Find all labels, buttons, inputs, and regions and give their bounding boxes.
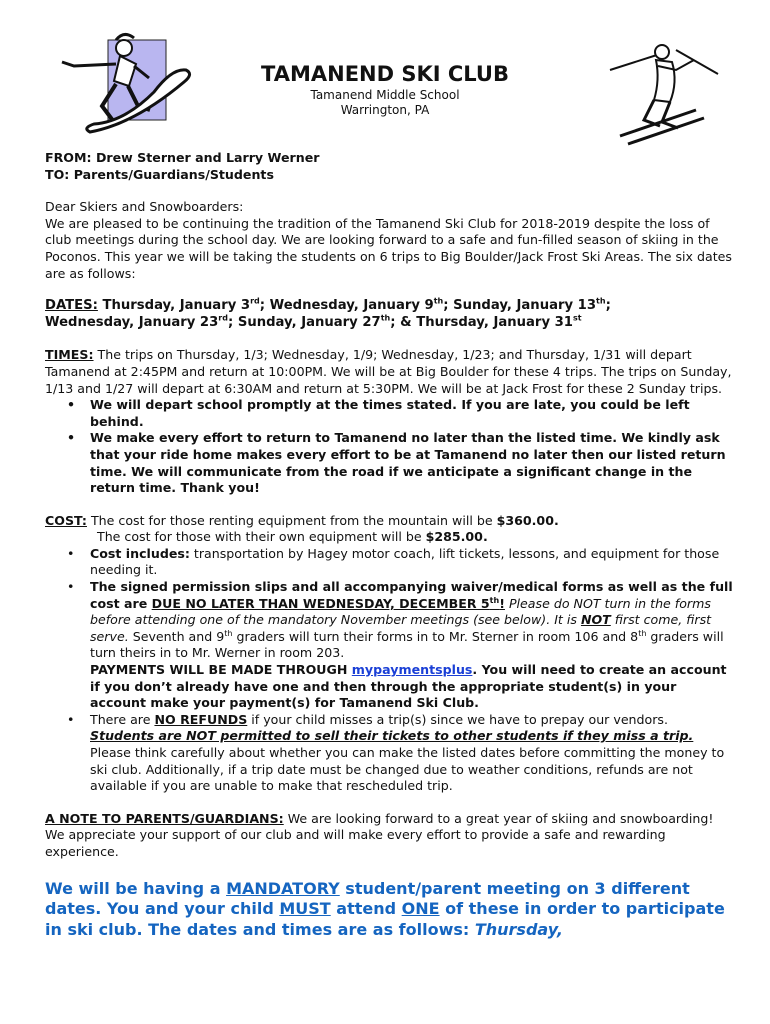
forms-due-text: The signed permission slips and all accompanying waiver/medical forms as well as the full cost are <box>90 579 733 611</box>
date-3: ; Sunday, January 13 <box>443 298 597 314</box>
cost-line-2 <box>45 529 735 546</box>
not-emphasis: NOT <box>580 612 611 628</box>
letter-header <box>160 60 610 118</box>
ordinal-suffix: th <box>224 628 233 638</box>
times-bullet-2-text: We make every effort to return to Tamanend no later than the listed time. We kindly ask that your ride home makes every effort to be at Tamanend no later then our listed return time. We will communicate from the road if we anticipate a significant change in the return time. Thank you! <box>90 430 726 496</box>
to-line: TO: Parents/Guardians/Students <box>45 166 274 182</box>
ordinal-suffix: th <box>638 628 647 638</box>
due-date-suffix: th <box>489 595 500 605</box>
date-4: Wednesday, January 23 <box>45 314 219 330</box>
bullet-icon: • <box>67 579 75 595</box>
due-date <box>152 596 505 611</box>
date-2-suffix: th <box>433 296 444 306</box>
payments-instructions: . You will need to create an account if you don’t already have one and then through the appropriate student(s) in your account make your payment(s) for Tamanend Ski Club. <box>90 662 727 711</box>
intro-block <box>45 199 735 282</box>
cost-line-2-text: The cost for those with their own equipment will be <box>97 529 426 545</box>
cost-includes-label: Cost includes: <box>90 545 190 561</box>
bullet-icon: • <box>67 545 75 561</box>
cost-bullet-2 <box>67 579 735 712</box>
cost-bullet-1 <box>67 546 735 579</box>
no-selling-note: Students are NOT permitted to sell their tickets to other students if they miss a trip. <box>90 728 694 744</box>
note-label: A NOTE TO PARENTS/GUARDIANS: <box>45 810 284 826</box>
dates-label: DATES: <box>45 298 98 314</box>
cost-line-1-text: The cost for those renting equipment from the mountain will be <box>86 512 497 528</box>
no-refunds: NO REFUNDS <box>154 711 248 727</box>
date-2: ; Wednesday, January 9 <box>259 298 434 314</box>
intro-paragraph: We are pleased to be continuing the tradition of the Tamanend Ski Club for 2018-2019 despite the loss of club meetings during the school day. We are looking forward to a safe and fun-filled season of skiing in the Poconos. This year we will be taking the students on 6 trips to Big Boulder/Jack Frost Ski Areas. The six dates are as follows: <box>45 215 732 281</box>
meeting-thursday: Thursday, <box>474 919 563 939</box>
bullet-icon: • <box>67 711 75 727</box>
date-1: Thursday, January 3 <box>97 298 251 314</box>
date-5-suffix: th <box>380 313 391 323</box>
mypaymentsplus-link[interactable]: mypaymentsplus <box>351 662 473 678</box>
note-block <box>45 811 735 861</box>
forms-turnin-3: graders will turn theirs in to Mr. Werner in room 203. <box>90 628 724 661</box>
cost-line-1 <box>45 513 735 530</box>
times-text: The trips on Thursday, 1/3; Wednesday, 1/9; Wednesday, 1/23; and Thursday, 1/31 will depart Tamanend at 2:45PM and return at 10:00PM. We will be at Big Boulder for these 4 trips. The trips on Sunday, 1/13 and 1/27 will depart at 6:30AM and return at 5:30PM. We will be at Jack Frost for these 2 Sunday trips. <box>45 347 732 396</box>
due-date-text: DUE NO LATER THAN WEDNESDAY, DECEMBER 5 <box>151 595 490 611</box>
times-paragraph <box>45 347 735 397</box>
times-list <box>67 397 735 497</box>
from-to-block <box>45 150 735 183</box>
date-6-suffix: st <box>572 313 582 323</box>
dates-line-1 <box>45 298 735 315</box>
forms-turnin-2: graders will turn their forms in to Mr. Sterner in room 106 and 8 <box>232 628 639 644</box>
meeting-t1: We will be having a <box>45 878 227 898</box>
times-bullet-1 <box>67 397 735 430</box>
date-4-suffix: rd <box>218 313 228 323</box>
cost-label: COST: <box>45 512 87 528</box>
from-line: FROM: Drew Sterner and Larry Werner <box>45 150 320 165</box>
date-5: ; Sunday, January 27 <box>227 314 381 330</box>
forms-note-1: Please do NOT turn in the forms before attending one of the mandatory November meetings (see below). It is <box>90 595 711 628</box>
rental-price: $360.00. <box>496 512 559 528</box>
note-text: We are looking forward to a great year of skiing and snowboarding! We appreciate your support of our club and will make every effort to provide a safe and rewarding experience. <box>45 810 714 859</box>
due-date-excl: ! <box>499 595 505 611</box>
skier-clipart <box>600 40 730 150</box>
meeting-t3: attend <box>330 899 402 919</box>
bullet-icon: • <box>67 397 76 413</box>
payments-text: PAYMENTS WILL BE MADE THROUGH <box>90 662 352 678</box>
meeting-t2: student/parent meeting on 3 different dates. You and your child <box>45 878 690 919</box>
school-name: Tamanend Middle School <box>310 88 460 102</box>
cost-block <box>45 513 735 795</box>
bullet-icon: • <box>67 430 76 446</box>
mandatory-emphasis: MANDATORY <box>226 878 340 898</box>
one-emphasis: ONE <box>401 899 440 919</box>
cost-list <box>67 546 735 795</box>
forms-turnin-1: Seventh and 9 <box>128 628 225 644</box>
school-location: Warrington, PA <box>340 103 430 117</box>
dates-line-2 <box>45 315 735 332</box>
date-6: ; & Thursday, January 31 <box>390 314 573 330</box>
meeting-announcement <box>45 879 735 941</box>
date-1-suffix: rd <box>250 296 260 306</box>
meeting-t4: of these in order to participate in ski club. The dates and times are as follows: <box>45 899 725 939</box>
greeting: Dear Skiers and Snowboarders: <box>45 199 244 215</box>
refund-post: Please think carefully about whether you can make the listed dates before committing the money to ski club. Additionally, if a trip date must be changed due to weather conditions, refunds are not available if you are unable to make that rescheduled trip. <box>90 745 725 794</box>
own-equipment-price: $285.00. <box>425 529 488 545</box>
refund-mid: if your child misses a trip(s) since we have to prepay our vendors. <box>247 711 668 727</box>
cost-includes-text: transportation by Hagey motor coach, lift tickets, lessons, and equipment for those needing it. <box>90 545 720 578</box>
dates-block <box>45 298 735 331</box>
times-bullet-1-text: We will depart school promptly at the times stated. If you are late, you could be left behind. <box>90 397 690 429</box>
times-block <box>45 347 735 496</box>
date-3-suffix: th <box>596 296 606 306</box>
times-bullet-2 <box>67 430 735 496</box>
must-emphasis: MUST <box>279 899 331 919</box>
refund-pre: There are <box>90 711 155 727</box>
club-title: TAMANEND SKI CLUB <box>261 62 509 86</box>
forms-note-2: first come, first serve. <box>90 612 712 644</box>
letter-body <box>45 150 735 940</box>
date-3-end: ; <box>605 298 611 314</box>
times-label: TIMES: <box>45 347 94 363</box>
cost-bullet-3 <box>67 712 735 795</box>
